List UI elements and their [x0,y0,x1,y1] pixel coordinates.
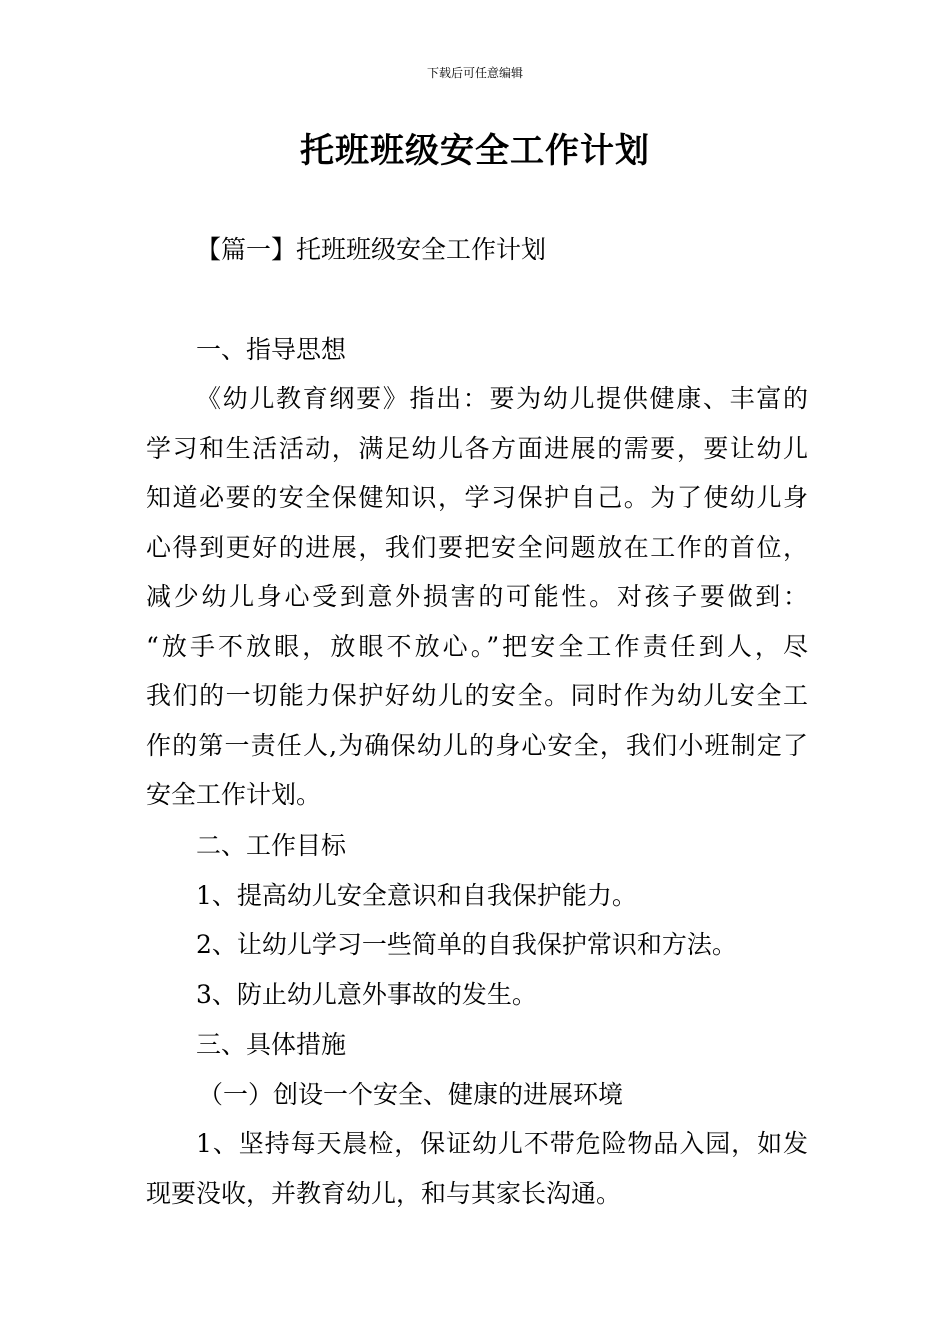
paragraph-line: 安全工作计划。 [146,780,322,809]
section1-heading: 一、指导思想 [196,335,347,364]
goal-item: 1、提高幼儿安全意识和自我保护能力。 [196,880,637,910]
paragraph-line: 现要没收，并教育幼儿，和与其家长沟通。 [146,1178,622,1208]
section1-paragraph [146,374,808,820]
header-note: 下载后可任意编辑 [426,66,523,80]
section2 [146,821,808,1019]
document-subtitle: 【篇一】托班班级安全工作计划 [196,235,547,264]
section3-subheading: （一）创设一个安全、健康的进展环境 [198,1079,624,1109]
document-title: 托班班级安全工作计划 [300,131,650,171]
paragraph-line: 心得到更好的进展，我们要把安全问题放在工作的首位， [146,532,808,562]
paragraph-line: 我们的一切能力保护好幼儿的安全。同时作为幼儿安全工 [146,681,808,710]
paragraph-line: 知道必要的安全保健知识，学习保护自己。为了使幼儿身 [146,483,808,512]
section2-heading: 二、工作目标 [196,831,347,860]
paragraph-line: 1、坚持每天晨检，保证幼儿不带危险物品入园，如发 [196,1129,808,1158]
section3-heading: 三、具体措施 [196,1030,347,1059]
goal-item: 2、让幼儿学习一些简单的自我保护常识和方法。 [196,930,737,959]
paragraph-line: 作的第一责任人,为确保幼儿的身心安全，我们小班制定了 [146,730,808,760]
section1 [146,325,808,375]
goal-item: 3、防止幼儿意外事故的发生。 [196,979,537,1009]
paragraph-line: 学习和生活活动，满足幼儿各方面进展的需要，要让幼儿 [146,433,808,463]
section3 [146,1020,808,1218]
paragraph-line: 《幼儿教育纲要》指出：要为幼儿提供健康、丰富的 [196,384,808,413]
paragraph-line: “放手不放眼，放眼不放心。”把安全工作责任到人，尽 [146,631,808,661]
paragraph-line: 减少幼儿身心受到意外损害的可能性。对孩子要做到： [146,582,808,611]
